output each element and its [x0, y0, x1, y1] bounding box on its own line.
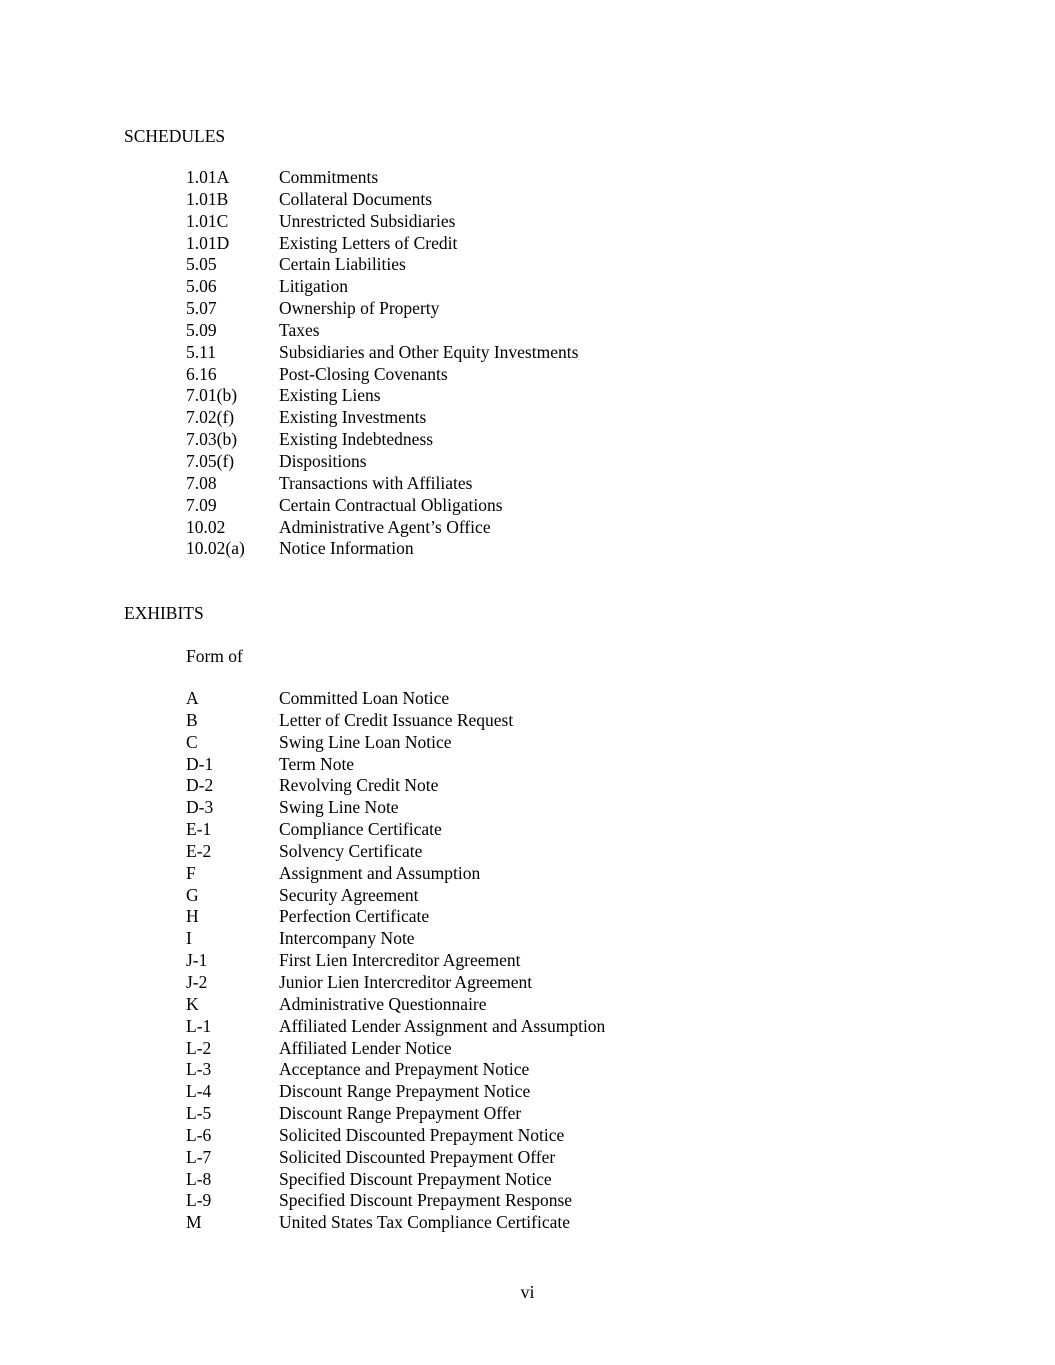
schedule-entry: [186, 211, 578, 233]
exhibit-number: I: [186, 928, 192, 949]
exhibit-entry: [186, 1147, 605, 1169]
schedule-title: Transactions with Affiliates: [279, 472, 473, 493]
schedule-entry: [186, 451, 578, 473]
schedule-number: 7.09: [186, 494, 217, 515]
schedule-title: Collateral Documents: [279, 188, 433, 209]
exhibit-number: E-2: [186, 840, 212, 861]
exhibit-title: Affiliated Lender Assignment and Assumption: [279, 1015, 606, 1036]
exhibit-title: Term Note: [279, 753, 355, 774]
exhibit-title: Swing Line Loan Notice: [279, 731, 452, 752]
exhibit-number: L-8: [186, 1168, 212, 1189]
exhibit-number: D-3: [186, 797, 214, 818]
exhibit-title: United States Tax Compliance Certificate: [279, 1212, 571, 1233]
schedule-entry: [186, 429, 578, 451]
schedule-entry: [186, 495, 578, 517]
schedule-title: Existing Investments: [279, 407, 427, 428]
exhibit-entry: [186, 1103, 605, 1125]
schedule-title: Taxes: [279, 319, 320, 340]
exhibit-number: D-2: [186, 775, 214, 796]
exhibit-entry: [186, 797, 605, 819]
exhibit-entry: [186, 885, 605, 907]
schedule-number: 1.01A: [186, 167, 230, 187]
exhibit-entry: [186, 863, 605, 885]
exhibit-number: M: [186, 1212, 202, 1233]
schedule-entry: [186, 342, 578, 364]
schedule-number: 1.01B: [186, 188, 229, 209]
schedule-number: 7.05(f): [186, 450, 235, 471]
exhibit-title: Assignment and Assumption: [279, 862, 481, 883]
schedule-title: Notice Information: [279, 538, 414, 559]
exhibit-title: Junior Lien Intercreditor Agreement: [279, 971, 533, 992]
exhibit-entry: [186, 1038, 605, 1060]
exhibit-title: Committed Loan Notice: [279, 688, 450, 708]
schedule-title: Commitments: [279, 167, 379, 187]
schedule-number: 1.01C: [186, 210, 229, 231]
exhibit-entry: [186, 928, 605, 950]
schedule-entry: [186, 364, 578, 386]
schedule-title: Dispositions: [279, 450, 367, 471]
exhibit-entry: [186, 994, 605, 1016]
exhibit-title: Discount Range Prepayment Offer: [279, 1103, 522, 1124]
exhibit-entry: [186, 775, 605, 797]
exhibit-number: L-7: [186, 1146, 212, 1167]
schedule-entry: [186, 385, 578, 407]
schedule-entry: [186, 167, 578, 189]
exhibit-number: L-2: [186, 1037, 212, 1058]
exhibit-number: L-3: [186, 1059, 212, 1080]
exhibit-entry: [186, 1081, 605, 1103]
exhibit-entry: [186, 1125, 605, 1147]
schedule-entry: [186, 473, 578, 495]
schedule-title: Existing Letters of Credit: [279, 232, 458, 253]
exhibit-entry: [186, 1016, 605, 1038]
exhibit-number: K: [186, 993, 199, 1014]
schedule-title: Post-Closing Covenants: [279, 363, 448, 384]
exhibit-number: L-1: [186, 1015, 212, 1036]
form-of-label: Form of: [186, 646, 243, 666]
exhibit-number: H: [186, 906, 199, 927]
schedule-entry: [186, 517, 578, 539]
schedule-number: 7.08: [186, 472, 217, 493]
exhibit-entry: [186, 950, 605, 972]
exhibit-title: Discount Range Prepayment Notice: [279, 1081, 531, 1102]
schedule-entry: [186, 320, 578, 342]
exhibit-entry: [186, 972, 605, 994]
exhibits-list: [186, 688, 605, 1234]
exhibit-entry: [186, 688, 605, 710]
schedule-entry: [186, 254, 578, 276]
schedule-number: 5.07: [186, 298, 217, 319]
exhibit-title: First Lien Intercreditor Agreement: [279, 950, 521, 971]
schedule-number: 5.06: [186, 276, 217, 297]
schedule-number: 10.02: [186, 516, 226, 537]
schedule-entry: [186, 298, 578, 320]
schedule-title: Unrestricted Subsidiaries: [279, 210, 456, 231]
exhibit-title: Solicited Discounted Prepayment Notice: [279, 1124, 565, 1145]
exhibit-number: E-1: [186, 819, 212, 840]
schedule-title: Litigation: [279, 276, 349, 297]
exhibit-number: G: [186, 884, 199, 905]
schedule-title: Ownership of Property: [279, 298, 440, 319]
exhibit-entry: [186, 732, 605, 754]
exhibit-title: Specified Discount Prepayment Response: [279, 1190, 573, 1211]
schedules-heading: SCHEDULES: [124, 126, 226, 146]
schedule-title: Certain Liabilities: [279, 254, 406, 275]
exhibit-number: B: [186, 709, 198, 730]
exhibit-title: Affiliated Lender Notice: [279, 1037, 452, 1058]
exhibits-heading: EXHIBITS: [124, 603, 204, 623]
schedule-title: Subsidiaries and Other Equity Investments: [279, 341, 579, 362]
schedule-number: 5.11: [186, 341, 216, 362]
exhibit-number: F: [186, 862, 196, 883]
exhibit-title: Acceptance and Prepayment Notice: [279, 1059, 530, 1080]
schedule-title: Existing Indebtedness: [279, 429, 434, 450]
exhibit-entry: [186, 1059, 605, 1081]
exhibit-entry: [186, 754, 605, 776]
exhibit-entry: [186, 819, 605, 841]
exhibit-title: Revolving Credit Note: [279, 775, 439, 796]
exhibit-title: Specified Discount Prepayment Notice: [279, 1168, 552, 1189]
exhibit-entry: [186, 1169, 605, 1191]
schedule-title: Administrative Agent’s Office: [279, 516, 491, 537]
schedule-entry: [186, 407, 578, 429]
exhibit-title: Perfection Certificate: [279, 906, 430, 927]
schedule-title: Existing Liens: [279, 385, 381, 406]
page-number: vi: [520, 1282, 535, 1302]
exhibit-entry: [186, 1190, 605, 1212]
exhibit-number: J-2: [186, 971, 208, 992]
schedules-list: [186, 167, 578, 560]
schedule-number: 10.02(a): [186, 538, 245, 559]
exhibit-entry: [186, 710, 605, 732]
exhibit-number: L-9: [186, 1190, 212, 1211]
schedule-number: 7.03(b): [186, 429, 238, 450]
schedule-number: 7.02(f): [186, 407, 235, 428]
schedule-number: 5.09: [186, 319, 217, 340]
schedule-entry: [186, 189, 578, 211]
exhibit-number: D-1: [186, 753, 214, 774]
exhibit-title: Swing Line Note: [279, 797, 399, 818]
exhibit-title: Compliance Certificate: [279, 819, 442, 840]
schedule-entry: [186, 233, 578, 255]
schedule-number: 5.05: [186, 254, 217, 275]
exhibit-entry: [186, 1212, 605, 1234]
exhibit-number: A: [186, 688, 199, 708]
exhibit-title: Solicited Discounted Prepayment Offer: [279, 1146, 556, 1167]
exhibit-title: Letter of Credit Issuance Request: [279, 709, 514, 730]
schedule-number: 7.01(b): [186, 385, 238, 406]
exhibit-number: J-1: [186, 950, 208, 971]
schedule-title: Certain Contractual Obligations: [279, 494, 503, 515]
schedule-entry: [186, 276, 578, 298]
exhibit-title: Administrative Questionnaire: [279, 993, 487, 1014]
exhibit-number: C: [186, 731, 198, 752]
exhibit-number: L-4: [186, 1081, 212, 1102]
exhibit-title: Solvency Certificate: [279, 840, 423, 861]
exhibit-entry: [186, 906, 605, 928]
exhibit-number: L-6: [186, 1124, 212, 1145]
schedule-number: 6.16: [186, 363, 217, 384]
schedule-entry: [186, 538, 578, 560]
schedule-number: 1.01D: [186, 232, 230, 253]
exhibit-entry: [186, 841, 605, 863]
exhibit-title: Intercompany Note: [279, 928, 415, 949]
exhibit-title: Security Agreement: [279, 884, 419, 905]
exhibit-number: L-5: [186, 1103, 212, 1124]
